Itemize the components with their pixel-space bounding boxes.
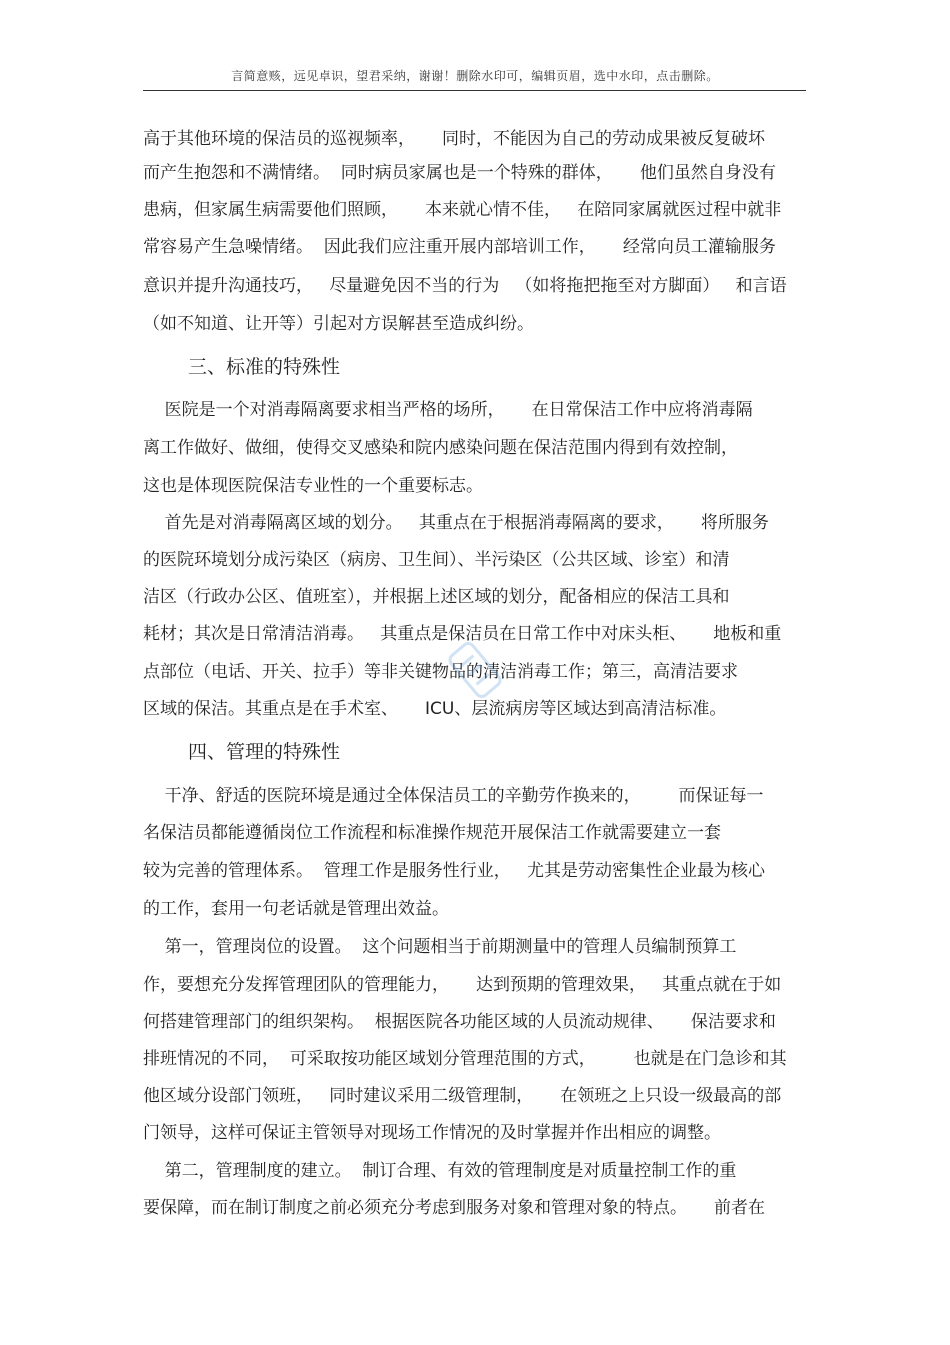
header-divider: [143, 90, 806, 91]
body-line: 高于其他环境的保洁员的巡视频率， 同时，不能因为自己的劳动成果被反复破坏: [143, 129, 766, 149]
body-line: 第一，管理岗位的设置。 这个问题相当于前期测量中的管理人员编制预算工: [143, 937, 737, 957]
body-line: 干净、舒适的医院环境是通过全体保洁员工的辛勤劳作换来的， 而保证每一: [143, 786, 764, 806]
body-line: 排班情况的不同， 可采取按功能区域划分管理范围的方式， 也就是在门急诊和其: [143, 1049, 787, 1069]
body-line: 的工作，套用一句老话就是管理出效益。: [143, 899, 449, 919]
body-line: 离工作做好、做细，使得交叉感染和院内感染问题在保洁范围内得到有效控制，: [143, 438, 738, 458]
body-line: 区域的保洁。其重点是在手术室、 ICU、层流病房等区域达到高清洁标准。: [143, 699, 727, 719]
body-line: 较为完善的管理体系。 管理工作是服务性行业， 尤其是劳动密集性企业最为核心: [143, 861, 766, 881]
body-line: 耗材；其次是日常清洁消毒。 其重点是保洁员在日常工作中对床头柜、 地板和重: [143, 624, 782, 644]
body-line: 医院是一个对消毒隔离要求相当严格的场所， 在日常保洁工作中应将消毒隔: [143, 400, 753, 420]
body-line: 他区域分设部门领班， 同时建议采用二级管理制， 在领班之上只设一级最高的部: [143, 1086, 782, 1106]
body-line: 意识并提升沟通技巧， 尽量避免因不当的行为 （如将拖把拖至对方脚面） 和言语: [143, 276, 787, 296]
body-line: 何搭建管理部门的组织架构。 根据医院各功能区域的人员流动规律、 保洁要求和: [143, 1012, 776, 1032]
body-line: 名保洁员都能遵循岗位工作流程和标准操作规范开展保洁工作就需要建立一套: [143, 823, 721, 843]
body-line: 常容易产生急噪情绪。 因此我们应注重开展内部培训工作， 经常向员工灌输服务: [143, 237, 776, 257]
body-line: 首先是对消毒隔离区域的划分。 其重点在于根据消毒隔离的要求， 将所服务: [143, 513, 769, 533]
body-line: 而产生抱怨和不满情绪。 同时病员家属也是一个特殊的群体， 他们虽然自身没有: [143, 163, 776, 183]
body-line: 患病，但家属生病需要他们照顾， 本来就心情不佳， 在陪同家属就医过程中就非: [143, 200, 782, 220]
body-line: 要保障，而在制订制度之前必须充分考虑到服务对象和管理对象的特点。 前者在: [143, 1198, 766, 1218]
body-line: 门领导，这样可保证主管领导对现场工作情况的及时掌握并作出相应的调整。: [143, 1123, 721, 1143]
body-line: 的医院环境划分成污染区（病房、卫生间）、半污染区（公共区域、诊室）和清: [143, 550, 730, 570]
body-line: 点部位（电话、开关、拉手）等非关键物品的清洁消毒工作；第三，高清洁要求: [143, 662, 738, 682]
body-line: 洁区（行政办公区、值班室），并根据上述区域的划分，配备相应的保洁工具和: [143, 587, 730, 607]
body-line: 这也是体现医院保洁专业性的一个重要标志。: [143, 476, 483, 496]
page-header-note: 言简意赅，远见卓识，望君采纳，谢谢！删除水印可，编辑页眉，选中水印，点击删除。: [231, 69, 719, 83]
section-heading-4: 四、管理的特殊性: [188, 741, 341, 763]
body-line: （如不知道、让开等）引起对方误解甚至造成纠纷。: [143, 314, 534, 334]
section-heading-3: 三、标准的特殊性: [188, 356, 341, 378]
body-line: 作，要想充分发挥管理团队的管理能力， 达到预期的管理效果， 其重点就在于如: [143, 975, 782, 995]
body-line: 第二，管理制度的建立。 制订合理、有效的管理制度是对质量控制工作的重: [143, 1161, 737, 1181]
